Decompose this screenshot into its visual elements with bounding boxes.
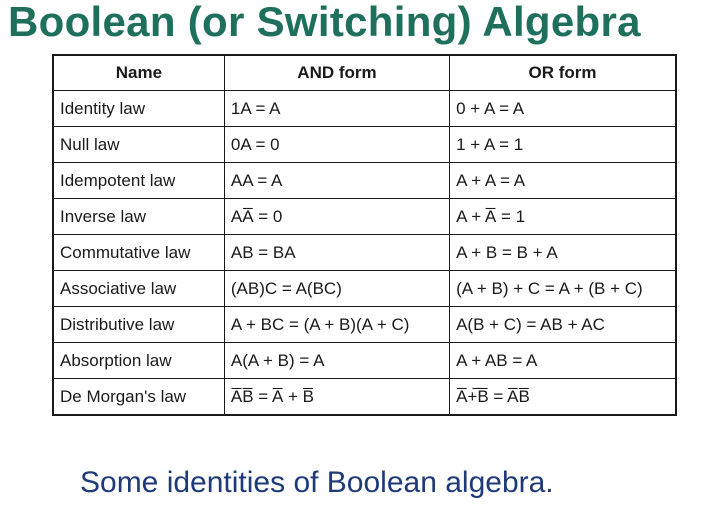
or-form-cell: A + A̅ = 1 <box>450 199 676 235</box>
law-name: Absorption law <box>53 343 224 379</box>
law-name: Associative law <box>53 271 224 307</box>
table-row <box>53 235 676 271</box>
law-name: Null law <box>53 127 224 163</box>
law-name: De Morgan's law <box>53 379 224 416</box>
law-name: Identity law <box>53 91 224 127</box>
table-header-row <box>53 55 676 91</box>
table-row <box>53 307 676 343</box>
or-form-cell: A + AB = A <box>450 343 676 379</box>
header-name: Name <box>53 55 224 91</box>
table-row <box>53 163 676 199</box>
or-form-cell: A + B = B + A <box>450 235 676 271</box>
and-form-cell: AB = BA <box>224 235 449 271</box>
and-form-cell: (AB)C = A(BC) <box>224 271 449 307</box>
law-name: Inverse law <box>53 199 224 235</box>
or-form-cell: A̅+̅B̅ = A̅B̅ <box>450 379 676 416</box>
page-title: Boolean (or Switching) Algebra <box>8 0 641 45</box>
table-row <box>53 379 676 416</box>
and-form-cell: 0A = 0 <box>224 127 449 163</box>
table-row <box>53 343 676 379</box>
law-name: Distributive law <box>53 307 224 343</box>
header-and-form: AND form <box>224 55 449 91</box>
and-form-cell: 1A = A <box>224 91 449 127</box>
and-form-cell: A + BC = (A + B)(A + C) <box>224 307 449 343</box>
and-form-cell: A̅B̅ = A̅ + B̅ <box>224 379 449 416</box>
table-row <box>53 127 676 163</box>
law-name: Idempotent law <box>53 163 224 199</box>
law-name: Commutative law <box>53 235 224 271</box>
or-form-cell: 0 + A = A <box>450 91 676 127</box>
table-row <box>53 199 676 235</box>
and-form-cell: A(A + B) = A <box>224 343 449 379</box>
or-form-cell: A + A = A <box>450 163 676 199</box>
or-form-cell: 1 + A = 1 <box>450 127 676 163</box>
table-row <box>53 271 676 307</box>
and-form-cell: AA̅ = 0 <box>224 199 449 235</box>
header-or-form: OR form <box>450 55 676 91</box>
or-form-cell: A(B + C) = AB + AC <box>450 307 676 343</box>
boolean-identities-table <box>52 54 677 416</box>
table-row <box>53 91 676 127</box>
figure-caption: Some identities of Boolean algebra. <box>80 466 554 499</box>
and-form-cell: AA = A <box>224 163 449 199</box>
or-form-cell: (A + B) + C = A + (B + C) <box>450 271 676 307</box>
